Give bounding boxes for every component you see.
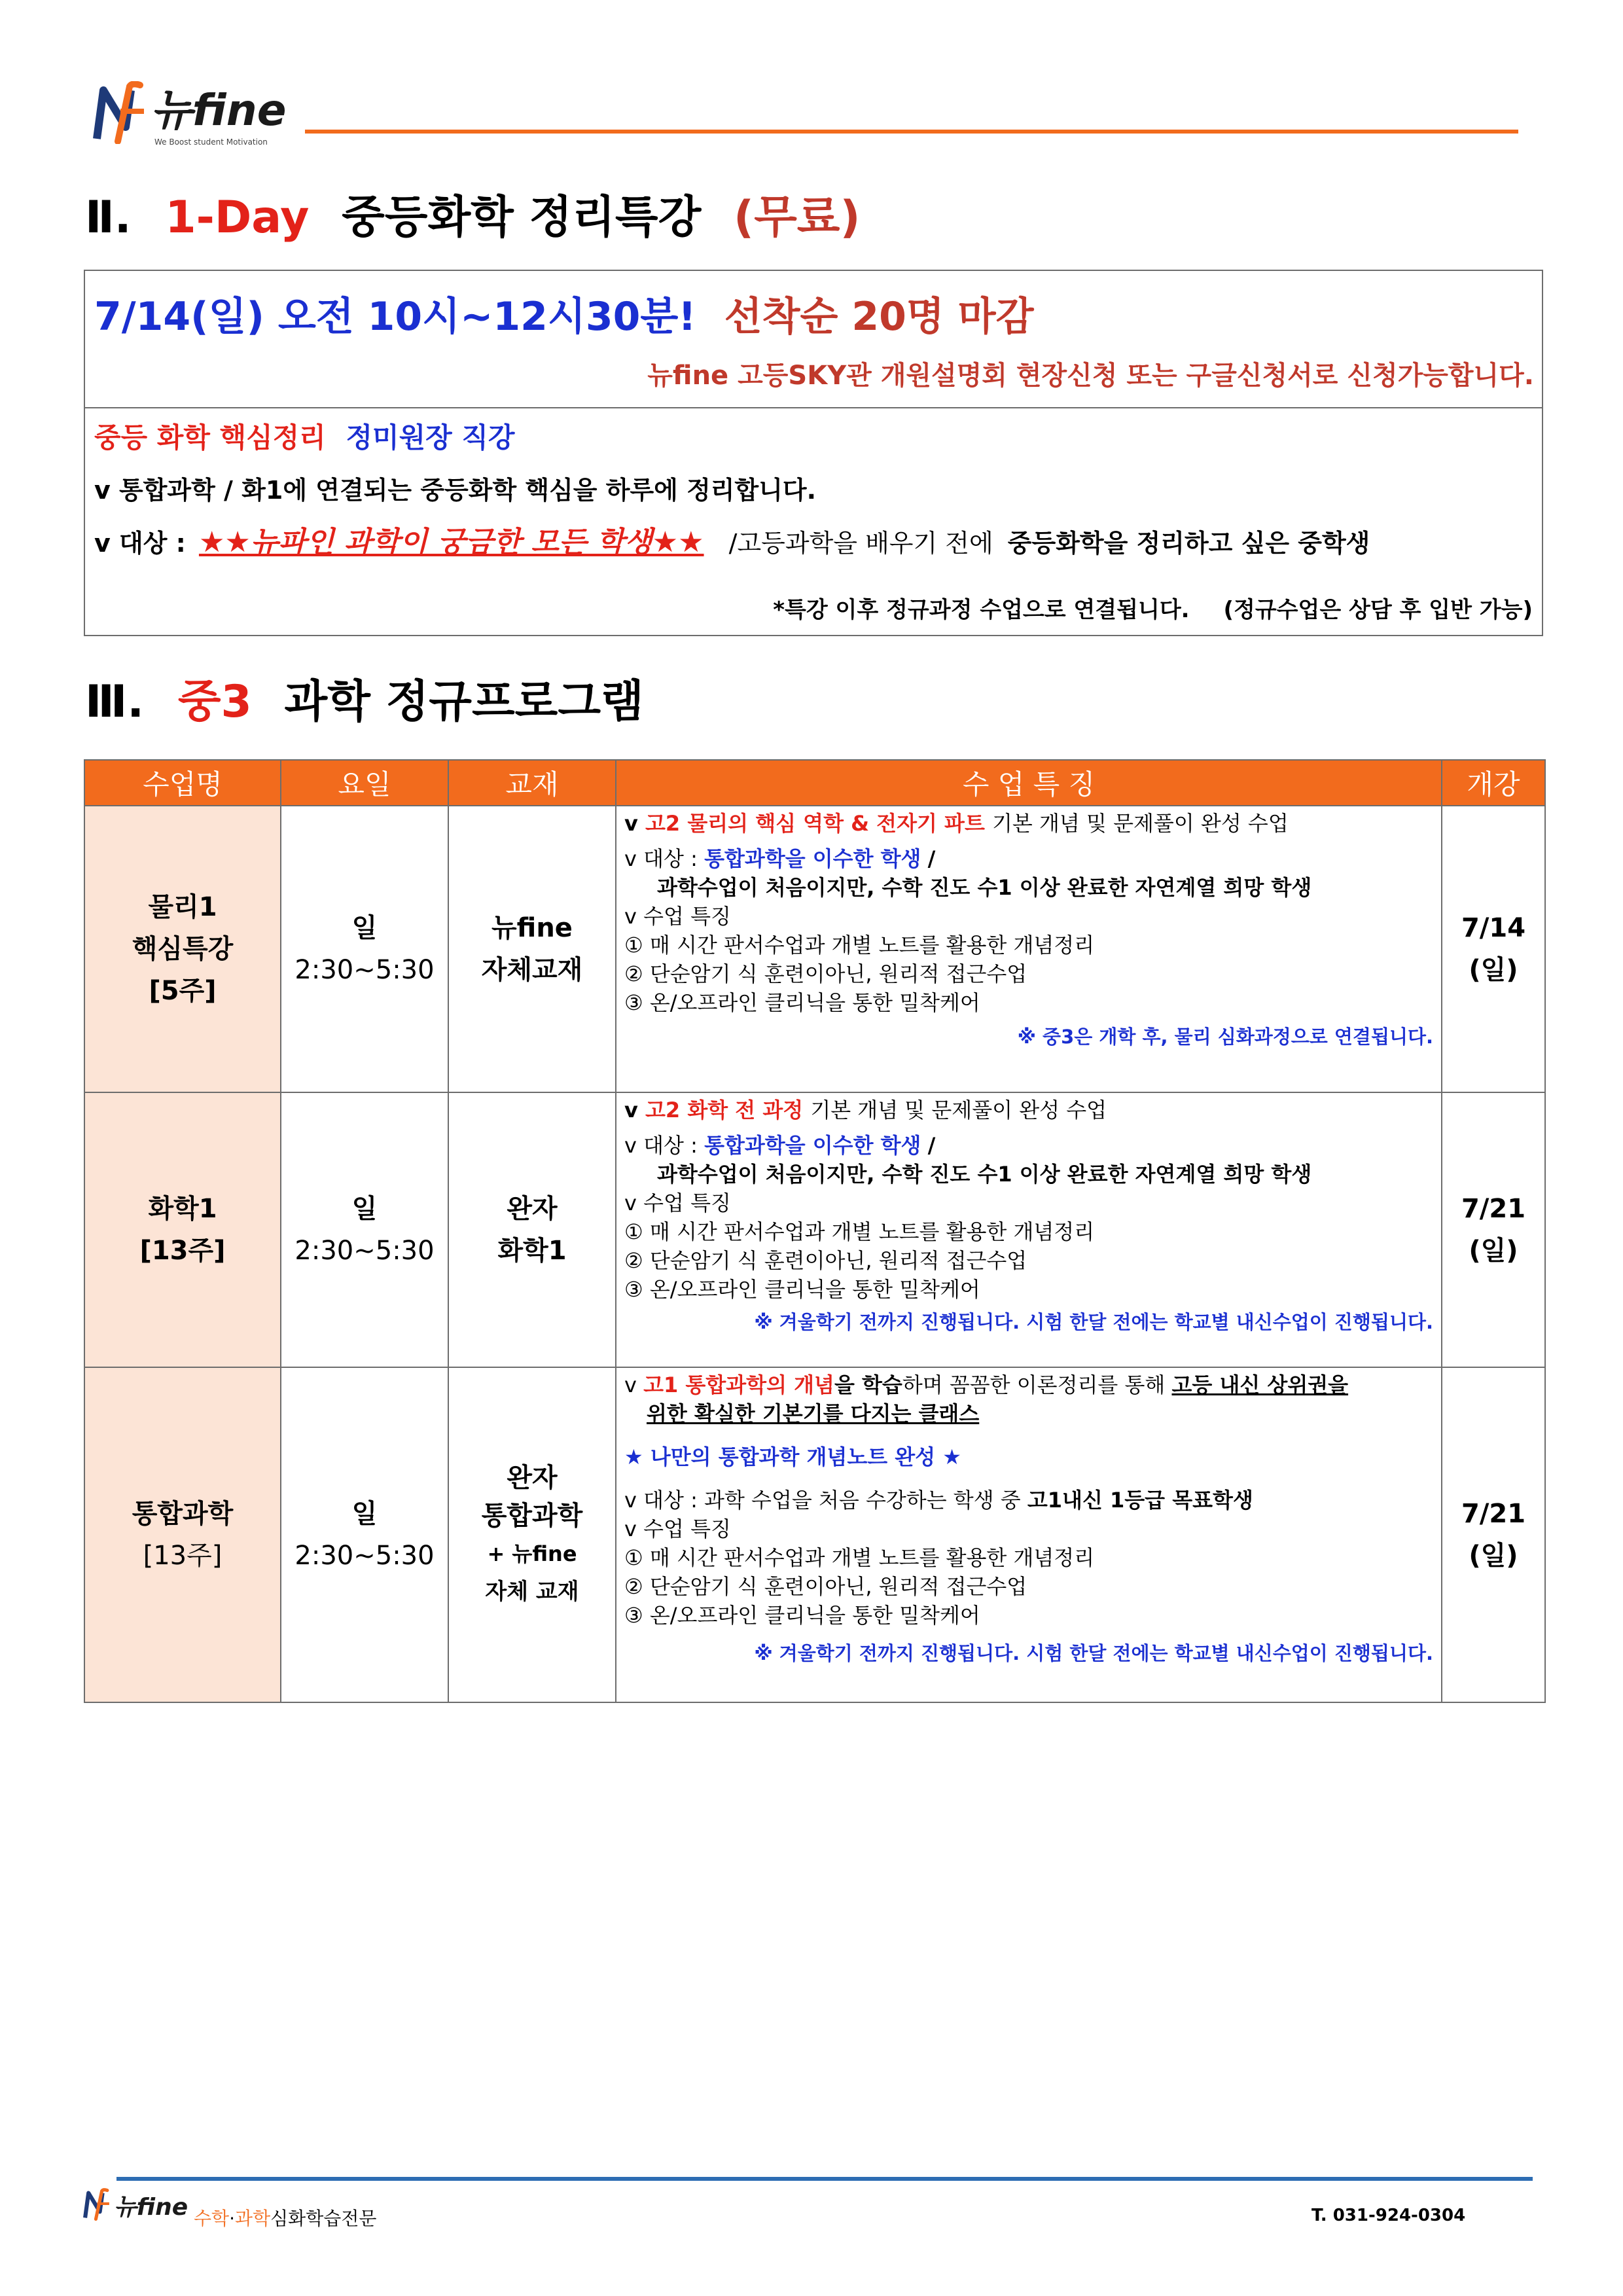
apply-note: 뉴fine 고등SKY관 개원설명회 현장신청 또는 구글신청서로 신청가능합니다. — [647, 361, 1534, 391]
lecture-footer-note: *특강 이후 정규과정 수업으로 연결됩니다. (정규수업은 상담 후 입반 가능) — [773, 597, 1533, 623]
start-cell: 7/21 (일) — [1442, 1092, 1545, 1367]
course-teacher: 정미원장 직강 — [346, 422, 515, 454]
table-row — [84, 1367, 1545, 1702]
row-note: ※ 중3은 개학 후, 물리 심화과정으로 연결됩니다. — [1017, 1026, 1433, 1048]
footer-logo-mark-icon — [82, 2187, 113, 2221]
logo-text: 뉴fine — [151, 85, 287, 135]
section3-main: 과학 정규프로그램 — [284, 676, 644, 728]
book-cell: 뉴fine 자체교재 — [448, 806, 616, 1092]
features-cell: v 고1 통합과학의 개념을 학습하며 꼼꼼한 이론정리를 통해 고등 내신 상위권을 위한 확실한 기본기를 다지는 클래스 ★ 나만의 통합과학 개념노트 완성 ★ v 대상 : 과학 수업을 처음 수강하는 학생 중 고1내신 1등급 목표학생 v 수업 특징 ① 매 시간 판서수업과 개별 노트를 활용한 개념정리 ② 단순암기 식 훈련이아닌, 원리적 접근수업 ③ 온/오프라인 클리닉을 통한 밀착케어 ※ 겨울학기 전까지 진행됩니다. 시험 한달 전에는 학교별 내신수업이 진행됩니다. — [616, 1367, 1442, 1702]
start-cell: 7/14 (일) — [1442, 806, 1545, 1092]
lecture-limit: 선착순 20명 마감 — [724, 294, 1034, 340]
target-highlight: ★★뉴파인 과학이 궁금한 모든 학생★★ — [198, 526, 704, 559]
special-lecture-box — [84, 270, 1543, 636]
header-start: 개강 — [1442, 760, 1545, 806]
logo-mark-icon — [92, 81, 151, 144]
section3-roman: Ⅲ. — [85, 676, 145, 728]
class-name-cell: 물리1 핵심특강 [5주] — [84, 806, 281, 1092]
section3-red: 중3 — [177, 676, 252, 728]
class-name-cell: 통합과학 [13주] — [84, 1367, 281, 1702]
footer-logo-text: 뉴fine — [114, 2194, 188, 2221]
footer-phone: T. 031-924-0304 — [1311, 2206, 1466, 2225]
header-rule — [305, 130, 1518, 134]
lecture-date: 7/14(일) 오전 10시~12시30분! 선착순 20명 마감 — [94, 294, 1034, 340]
class-name-cell: 화학1 [13주] — [84, 1092, 281, 1367]
day-cell: 일 2:30~5:30 — [281, 1092, 448, 1367]
section2-main: 중등화학 정리특강 — [342, 192, 702, 243]
section2-title — [85, 182, 861, 245]
book-cell: 완자 화학1 — [448, 1092, 616, 1367]
section3-title — [85, 666, 644, 730]
concept-note-highlight: ★ 나만의 통합과학 개념노트 완성 ★ — [624, 1444, 961, 1469]
header-day: 요일 — [281, 760, 448, 806]
section2-free: (무료) — [733, 192, 861, 243]
header-book: 교재 — [448, 760, 616, 806]
box-divider — [85, 407, 1542, 408]
table-row — [84, 1092, 1545, 1367]
footer-tagline: 수학·과학심화학습전문 — [194, 2208, 377, 2229]
start-cell: 7/21 (일) — [1442, 1367, 1545, 1702]
section2-red: 1-Day — [165, 192, 310, 243]
table-row — [84, 806, 1545, 1092]
course-line — [94, 416, 515, 456]
table-header-row — [84, 760, 1545, 806]
features-cell: v 고2 물리의 핵심 역학 & 전자기 파트 기본 개념 및 문제풀이 완성 수업 v 대상 : 통합과학을 이수한 학생 / 과학수업이 처음이지만, 수학 진도 수1 이상 완료한 자연계열 희망 학생 v 수업 특징 ① 매 시간 판서수업과 개별 노트를 활용한 개념정리 ② 단순암기 식 훈련이아닌, 원리적 접근수업 ③ 온/오프라인 클리닉을 통한 밀착케어 ※ 중3은 개학 후, 물리 심화과정으로 연결됩니다. — [616, 806, 1442, 1092]
row-note: ※ 겨울학기 전까지 진행됩니다. 시험 한달 전에는 학교별 내신수업이 진행됩니다. — [754, 1642, 1433, 1664]
footer-rule — [116, 2177, 1533, 2181]
header-features: 수 업 특 징 — [616, 760, 1442, 806]
bullet-2: v 대상 : ★★뉴파인 과학이 궁금한 모든 학생★★ /고등과학을 배우기 전에 중등화학을 정리하고 싶은 중학생 — [94, 526, 1370, 559]
row-note: ※ 겨울학기 전까지 진행됩니다. 시험 한달 전에는 학교별 내신수업이 진행됩니다. — [754, 1311, 1433, 1333]
course-label: 중등 화학 핵심정리 — [94, 422, 326, 454]
logo-tagline: We Boost student Motivation — [154, 137, 268, 147]
day-cell: 일 2:30~5:30 — [281, 806, 448, 1092]
section2-roman: Ⅱ. — [85, 192, 132, 243]
program-table — [84, 759, 1546, 1703]
day-cell: 일 2:30~5:30 — [281, 1367, 448, 1702]
features-cell: v 고2 화학 전 과정 기본 개념 및 문제풀이 완성 수업 v 대상 : 통합과학을 이수한 학생 / 과학수업이 처음이지만, 수학 진도 수1 이상 완료한 자연계열 희망 학생 v 수업 특징 ① 매 시간 판서수업과 개별 노트를 활용한 개념정리 ② 단순암기 식 훈련이아닌, 원리적 접근수업 ③ 온/오프라인 클리닉을 통한 밀착케어 ※ 겨울학기 전까지 진행됩니다. 시험 한달 전에는 학교별 내신수업이 진행됩니다. — [616, 1092, 1442, 1367]
book-cell: 완자 통합과학 + 뉴fine 자체 교재 — [448, 1367, 616, 1702]
header-logo — [92, 79, 288, 151]
header-class: 수업명 — [84, 760, 281, 806]
bullet-1: v 통합과학 / 화1에 연결되는 중등화학 핵심을 하루에 정리합니다. — [94, 476, 817, 505]
